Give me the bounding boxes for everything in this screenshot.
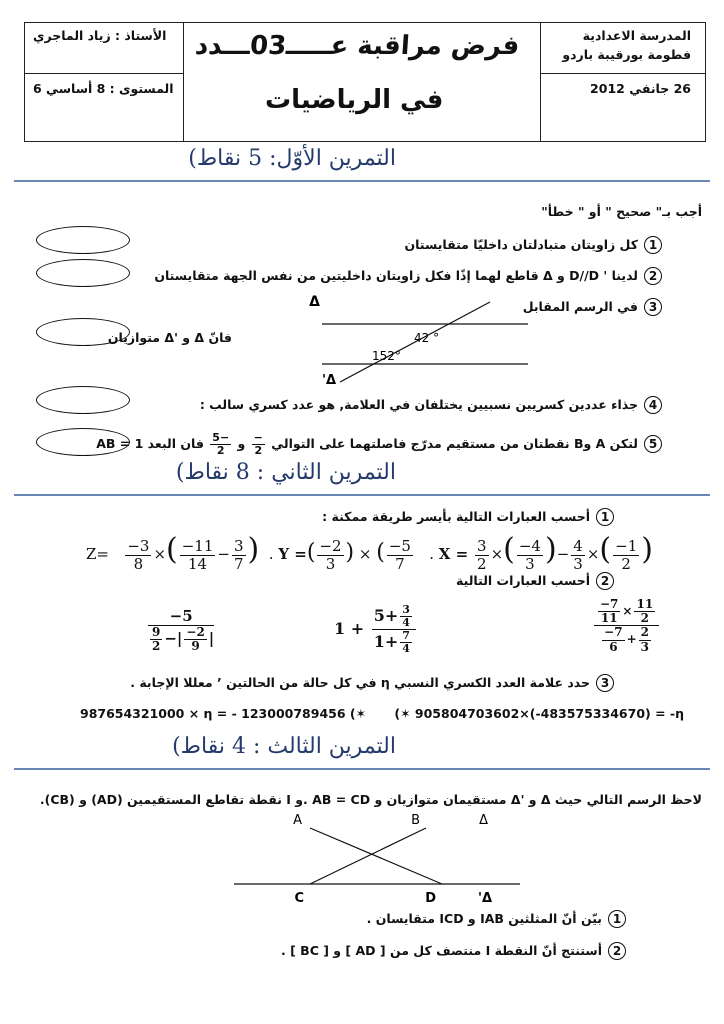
segment-ad [310,828,442,884]
fraction: $\frac{-7}{11}$ × $\frac{11}{2}$ $\frac{-7}{6}$ + $\frac{2}{3}$ [594,598,659,654]
header-divider [540,73,705,74]
question-number: 3 [596,674,614,692]
ex3-question-2 [281,942,626,960]
point-a-label: A [293,813,302,828]
angle-label: 42 ° [414,331,440,345]
teacher-name: الأستاذ : زياد الماجري [33,28,167,43]
fraction: $\frac{-2}{3}$ [319,537,342,573]
question-text: في الرسم المقابل [522,299,638,314]
question-number: 4 [644,396,662,414]
header-divider [540,23,541,141]
numerator: −5 [212,431,230,444]
ex1-question-5 [96,432,662,457]
header-divider [25,73,183,74]
ex1-question-4 [200,396,662,414]
ex2-question-3 [130,674,614,692]
expression-z: Z= $\frac{-3}{8}$ ×( $\frac{-11}{14}$ − $\frac{3}{7}$ ) . Y =( $\frac{-2}{3}$ ) × ( $\frac{-5}{7}$ . X = $\frac{3}{2}$ ×( $\frac{-4}{3}$ )− $\frac{4}{3}$ ×( $\frac{-1}{2}$ ) [86,532,653,573]
ex1-question-2 [154,267,662,285]
answer-oval [36,428,130,456]
answer-oval [36,259,130,287]
ex1-question-3 [523,298,662,316]
question-number: 2 [608,942,626,960]
angle-label: 152° [372,349,401,363]
class-level: المستوى : 8 أساسي 6 [33,81,174,96]
denominator: 2 [254,444,263,458]
question-text: كل زاويتان متبادلتان داخليّا متقايستان [404,237,638,252]
denominator: 2 [216,444,225,458]
point-c-label: C [294,891,304,906]
ex1-instruction: أجب بـ" صحيح " أو " خطأ" [541,204,702,219]
expression-c [592,598,661,654]
header-divider [183,23,184,141]
ex2-question-2 [456,572,614,590]
delta-label: Δ [479,813,488,828]
fraction: $\frac{4}{3}$ [573,537,583,573]
fraction [210,432,231,457]
fraction: $\frac{-5}{7}$ [388,537,411,573]
question-text: لتكن A وB نقطتان من مستقيم مدرّج فاصلتهما على التوالي [271,436,638,452]
question-text: أحسب العبارات التالية بأيسر طريقة ممكنة : [322,509,590,524]
exam-date: 26 جانفي 2012 [590,81,691,96]
question-text: أستنتج أنّ النقطة I منتصف كل من [ AD ] و [ BC ] . [281,943,602,958]
school-city: فطومة بورقيبة باردو [562,47,691,62]
header-box [24,22,706,142]
expression-a [146,608,216,653]
expression-label: X = [438,545,469,563]
answer-oval [36,386,130,414]
expression-label: Z= [86,545,109,563]
question-number: 1 [608,910,626,928]
question-text: لدينا ' D//D و Δ قاطع لهما إذًا فكل زاويتان داخليتين من نفس الجهة متقايستان [154,268,638,283]
question-number: 1 [644,236,662,254]
numerator: − [253,431,263,444]
question-number: 1 [596,508,614,526]
numerator: −5 [148,608,214,626]
fraction: 5+ $\frac{3}{4}$ 1+ $\frac{7}{4}$ [372,604,416,655]
delta-label: Δ [309,294,320,310]
case-b: 987654321000 × η = - 123000789456 (✶ [80,706,367,721]
question-text: أحسب العبارات التالية [456,573,590,588]
section-rule [14,180,710,182]
parallel-lines-figure [300,292,540,388]
exercise-1-heading: التمرين الأوّل: 5 نقاط) [188,146,396,171]
fraction [252,432,265,457]
question-text: فان البعد AB = 1 [96,436,204,452]
ex1-question-1 [405,236,662,254]
fraction: $\frac{-4}{3}$ [518,537,541,573]
section-rule [14,494,710,496]
page-title: فرض مراقبة عـــــ03ـــدد [193,31,521,61]
ex3-statement: لاحظ الرسم التالي حيث Δ و 'Δ مستقيمان متوازيان و AB = CD .و I نقطة تقاطع المستقيمين (AD) و (CB). [39,792,702,807]
school-name: المدرسة الاعدادية [582,28,691,43]
fraction: $\frac{3}{7}$ [233,537,244,573]
section-rule [14,768,710,770]
question-number: 2 [644,267,662,285]
ex2-question-1 [322,508,614,526]
exercise-2-heading: التمرين الثاني : 8 نقاط) [175,460,396,485]
answer-oval [36,226,130,254]
intersecting-lines-figure [220,810,530,906]
fraction: $\frac{-11}{14}$ [181,537,214,573]
page-subtitle: في الرياضيات [265,85,444,115]
ex3-question-1 [367,910,626,928]
question-number: 3 [644,298,662,316]
point-b-label: B [411,813,420,828]
fraction: $\frac{-3}{8}$ [127,537,150,573]
question-number: 5 [644,435,662,453]
expression-text: 1 + [334,619,365,639]
expression-label: Y = [278,545,307,563]
question-text: جذاء عددين كسريين نسبيين يختلفان في العلامة, هو عدد كسري سالب : [199,397,638,412]
fraction: −5 $\frac{9}{2}$ −| $\frac{-2}{9}$ | [148,608,214,653]
question-number: 2 [596,572,614,590]
exercise-3-heading: التمرين الثالث : 4 نقاط) [172,734,396,759]
ex1-question-3-conclusion: فانّ Δ و 'Δ متوازيان [107,330,232,345]
answer-oval [36,318,130,346]
point-d-label: D [425,891,436,906]
question-text: بيّن أنّ المثلثين IAB و ICD متقايسان . [366,911,602,926]
delta-prime-label: Δ' [321,373,336,388]
question-text: حدد علامة العدد الكسري النسبي η في كل حالة من الحالتين ’ معللا الإجابة . [130,675,590,690]
conjunction: و [237,436,246,452]
expression-b [334,604,418,655]
segment-bc [310,828,426,884]
fraction: $\frac{3}{2}$ [477,537,487,573]
case-a: (✶ 905804703602×(-483575334670) = -η [394,706,684,721]
delta-prime-label: Δ' [477,891,492,906]
fraction: $\frac{-1}{2}$ [615,537,638,573]
